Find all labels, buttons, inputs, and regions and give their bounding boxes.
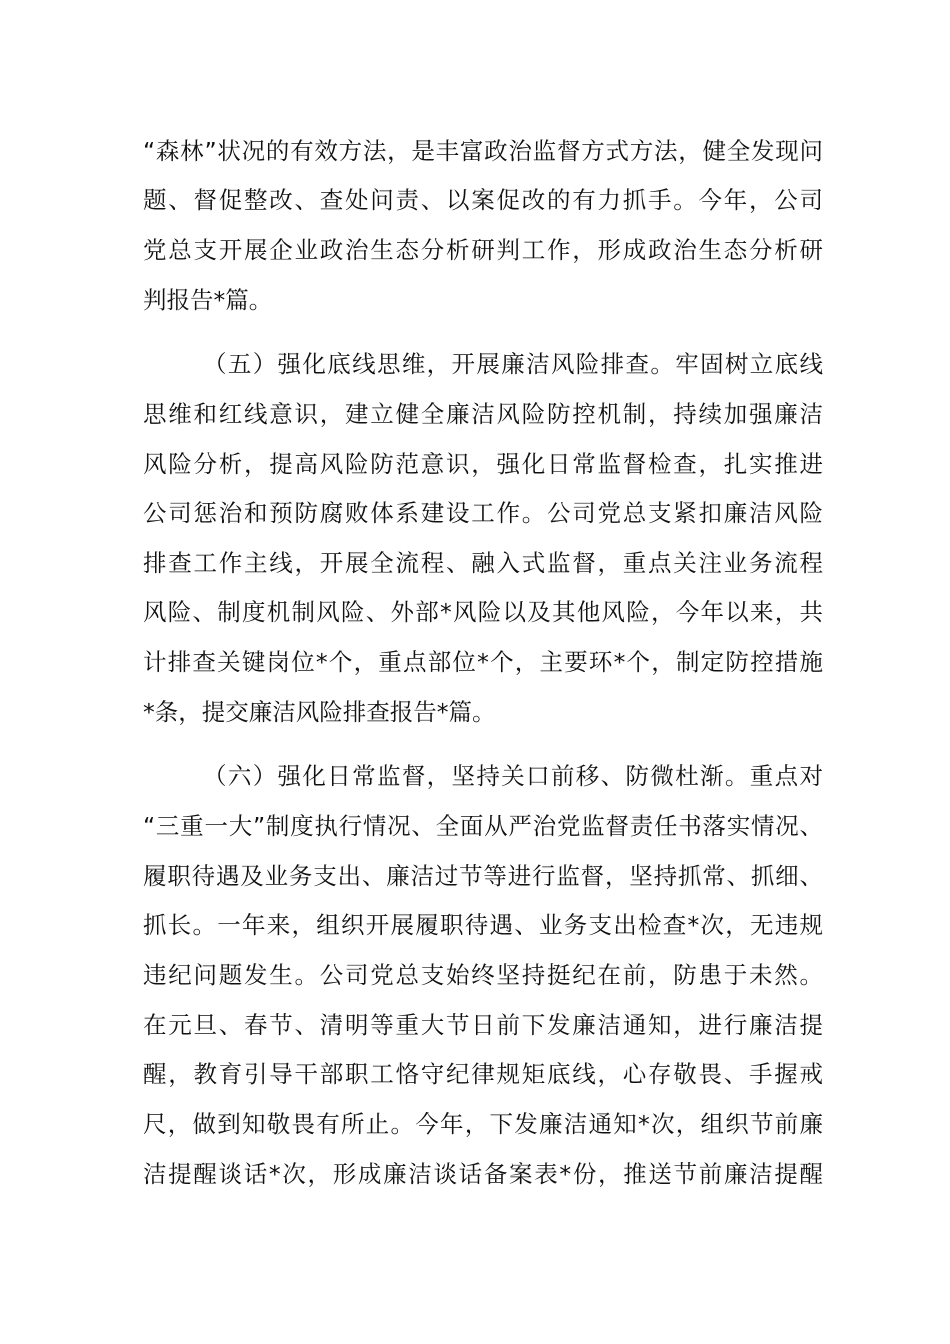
paragraph-line: 尺，做到知敬畏有所止。今年，下发廉洁通知*次，组织节前廉	[143, 1110, 823, 1138]
paragraph-line: *条，提交廉洁风险排查报告*篇。	[143, 698, 496, 726]
paragraph-line: 洁提醒谈话*次，形成廉洁谈话备案表*份，推送节前廉洁提醒	[143, 1160, 823, 1188]
section-heading-line: （五）强化底线思维，开展廉洁风险排查。牢固树立底线	[203, 350, 823, 378]
paragraph-line: 风险、制度机制风险、外部*风险以及其他风险，今年以来，共	[143, 598, 823, 626]
paragraph-line: 排查工作主线，开展全流程、融入式监督，重点关注业务流程	[143, 549, 823, 577]
paragraph-line: 题、督促整改、查处问责、以案促改的有力抓手。今年，公司	[143, 186, 823, 214]
paragraph-line: 抓长。一年来，组织开展履职待遇、业务支出检查*次，无违规	[143, 911, 823, 939]
paragraph-line: 党总支开展企业政治生态分析研判工作，形成政治生态分析研	[143, 236, 823, 264]
paragraph-line: “森林”状况的有效方法，是丰富政治监督方式方法，健全发现问	[143, 137, 823, 165]
paragraph-line: 思维和红线意识，建立健全廉洁风险防控机制，持续加强廉洁	[143, 400, 823, 428]
paragraph-line: 公司惩治和预防腐败体系建设工作。公司党总支紧扣廉洁风险	[143, 499, 823, 527]
paragraph-line: 在元旦、春节、清明等重大节日前下发廉洁通知，进行廉洁提	[143, 1011, 823, 1039]
paragraph-line: “三重一大”制度执行情况、全面从严治党监督责任书落实情况、	[143, 812, 823, 840]
paragraph-line: 风险分析，提高风险防范意识，强化日常监督检查，扎实推进	[143, 450, 823, 478]
section-heading-line: （六）强化日常监督，坚持关口前移、防微杜渐。重点对	[203, 762, 823, 790]
paragraph-line: 判报告*篇。	[143, 286, 273, 314]
paragraph-line: 履职待遇及业务支出、廉洁过节等进行监督，坚持抓常、抓细、	[143, 862, 823, 890]
paragraph-line: 醒，教育引导干部职工恪守纪律规矩底线，心存敬畏、手握戒	[143, 1060, 823, 1088]
paragraph-line: 违纪问题发生。公司党总支始终坚持挺纪在前，防患于未然。	[143, 961, 823, 989]
paragraph-line: 计排查关键岗位*个，重点部位*个，主要环*个，制定防控措施	[143, 648, 823, 676]
